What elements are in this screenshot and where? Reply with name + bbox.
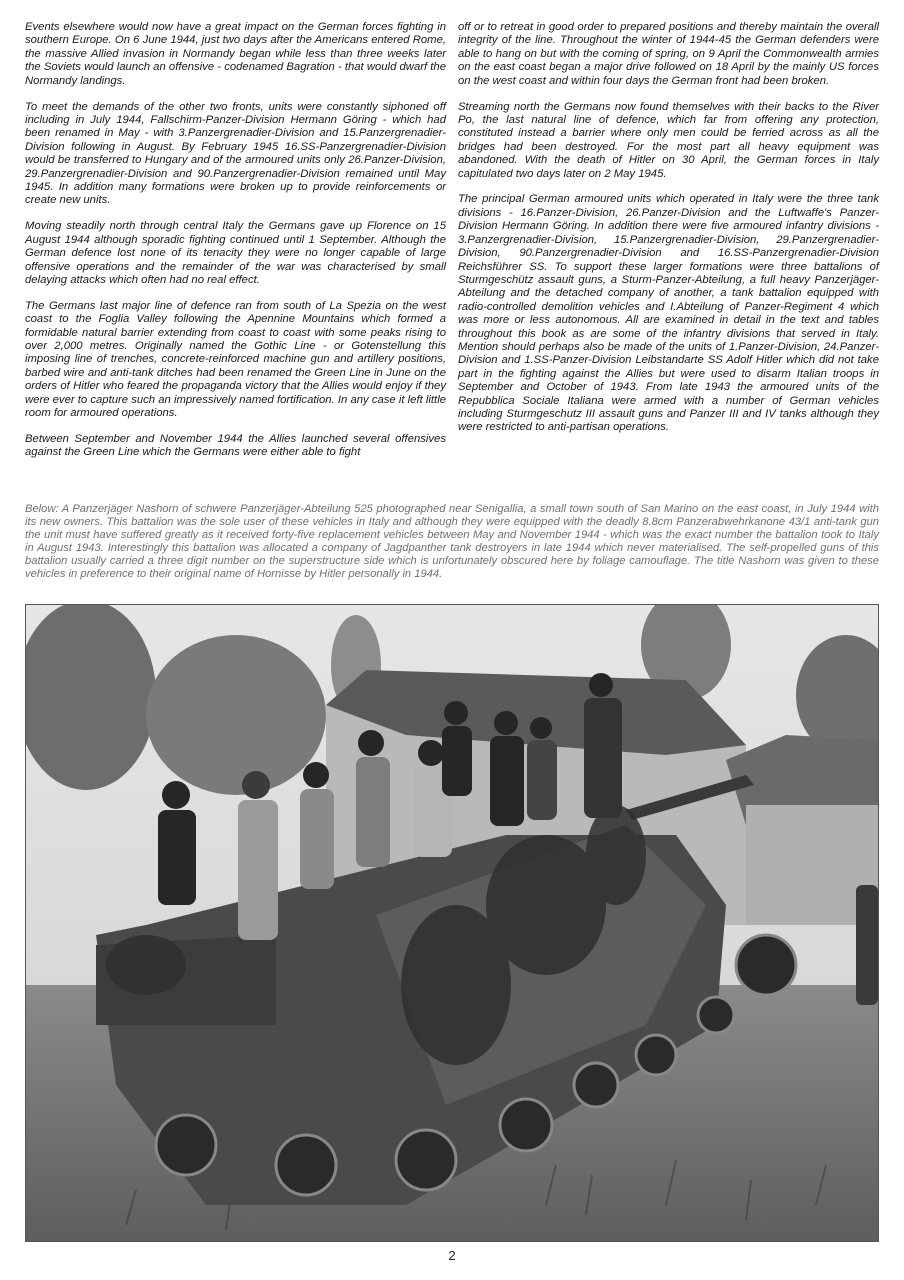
paragraph: Between September and November 1944 the Allies launched several offensives against the Green Line which the Germans were either able to fight [25, 432, 446, 459]
paragraph: To meet the demands of the other two fronts, units were constantly siphoned off including in July 1944, Fallschirm-Panzer-Division Hermann Göring - which had been renamed in May - with 3.Panzergrenadier-Division and 15.Panzergrenadier-Division following in August. By February 1945 16.SS-Panzergrenadier-Division would be transferred to Hungary and of the armoured units only 26.Panzer-Division, 29.Panzergrenadier-Division and 90.Panzergrenadier-Division remained until May 1945. In addition many formations were broken up to provide reinforcements or create new units. [25, 100, 446, 207]
paragraph: off or to retreat in good order to prepared positions and thereby maintain the overall integrity of the line. Throughout the winter of 1944-45 the German defenders were able to hang on but with the coming of spring, on 9 April the Commonwealth armies on the east coast began a major drive followed on 18 April by the mainly US forces on the west coast and within four days the German front had been broken. [458, 21, 879, 87]
paragraph: The principal German armoured units which operated in Italy were the three tank divisions - 16.Panzer-Division, 26.Panzer-Division and the Luftwaffe's Panzer-Division Hermann Göring. In addition there were five armoured infantry divisions - 3.Panzergrenadier-Division, 15.Panzergrenadier-Division, 29.Panzergrenadier-Division, 90.Panzergrenadier-Division and 16.SS-Panzergrenadier-Division Reichsführer SS. To support these larger formations were three battalions of Sturmgeschütz assault guns, a Sturm-Panzer-Abteilung, a full heavy Panzerjäger-Abteilung and the detached company of another, a tank battalion equipped with radio-controlled demolition vehicles and I.Abteilung of Panzer-Regiment 4 which was more or less autonomous. All are examined in detail in the text and tables throughout this book as are some of the infantry divisions that served in Italy. Mention should perhaps also be made of the units of 1.Panzer-Division, 24.Panzer-Division and 1.SS-Panzer-Division Leibstandarte SS Adolf Hitler which did not take part in the fighting against the Allies but were used to disarm Italian troops in September and October of 1943. From late 1943 the armoured units of the Repubblica Sociale Italiana were armed with a number of German vehicles including Sturmgeschutz III assault guns and Panzer III and IV tanks although they were restricted to anti-partisan operations. [458, 193, 879, 434]
nashorn-photograph [25, 604, 879, 1242]
left-text-column [25, 21, 446, 460]
page-number: 2 [448, 1248, 456, 1263]
right-text-column [458, 21, 879, 435]
paragraph: Streaming north the Germans now found themselves with their backs to the River Po, the last natural line of defence, which far from offering any protection, constituted instead a barrier where only men could be ferried across as all the bridges had been destroyed. For the most part all heavy equipment was abandoned. With the death of Hitler on 30 April, the German forces in Italy capitulated two days later on 2 May 1945. [458, 100, 879, 180]
paragraph: The Germans last major line of defence ran from south of La Spezia on the west coast to the Foglia Valley following the Apennine Mountains which formed a formidable natural barrier extending from coast to coast with some peaks rising to over 2,000 metres. Originally named the Gothic Line - or Gotenstellung this imposing line of trenches, concrete-reinforced machine gun and artillery positions, barbed wire and anti-tank ditches had been renamed the Green Line in June on the orders of Hitler who feared the propaganda victory that the Allies would enjoy if they were ever to capture such an impressively named fortification. In any case it left little room for armoured operations. [25, 299, 446, 420]
paragraph: Events elsewhere would now have a great impact on the German forces fighting in southern Europe. On 6 June 1944, just two days after the Americans entered Rome, the massive Allied invasion in Normandy began while less than three weeks later the Soviets would launch an offensive - codenamed Bagration - that would dwarf the Normandy landings. [25, 21, 446, 87]
photo-illustration [26, 605, 878, 1241]
photo-caption: Below: A Panzerjäger Nashorn of schwere Panzerjäger-Abteilung 525 photographed near Senigallia, a small town south of San Marino on the east coast, in July 1944 with its new owners. This battalion was the sole user of these vehicles in Italy and although they were equipped with the deadly 8.8cm Panzerabwehrkanone 43/1 anti-tank gun the unit must have suffered greatly as it received forty-five replacement vehicles between May and November 1944 - which was the exact number the battalion took to Italy in August 1943. Interestingly this battalion was allocated a company of Jagdpanther tank destroyers in late 1944 which never materialised. The self-propelled guns of this battalion usually carried a three digit number on the superstructure side which is unfortunately obscured here by foliage camouflage. The title Nashorn was given to these vehicles in preference to their original name of Hornisse by Hitler personally in 1944. [25, 503, 879, 580]
paragraph: Moving steadily north through central Italy the Germans gave up Florence on 15 August 1944 although sporadic fighting continued until 1 September. Although the German defence lost none of its tenacity they were no longer capable of large offensive operations and the remainder of the war was characterised by small delaying attacks which often had no real effect. [25, 220, 446, 286]
